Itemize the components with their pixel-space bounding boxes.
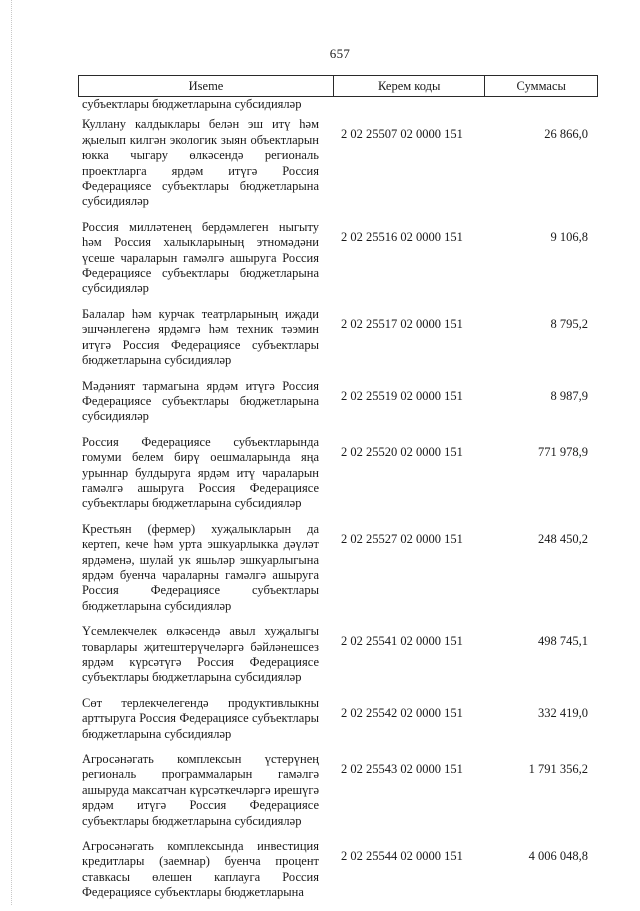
row-sum: 26 866,0 [544,127,588,142]
page-edge-margin [11,0,12,905]
row-code: 2 02 25520 02 0000 151 [341,444,463,459]
row-name: Куллану калдыклары белән эш итү һәм җыелып килгән экологик зыян объектларын юкка чыгару өлкәсендә региональ проектларга ярдәм итүгә Россия Федерациясе субъектлары бюджетларына субсидияләр [82,117,319,209]
table-row-continuation [78,97,598,112]
row-code: 2 02 25517 02 0000 151 [341,316,463,331]
table-row [78,839,598,901]
row-code: 2 02 25542 02 0000 151 [341,705,463,720]
row-sum: 332 419,0 [538,705,588,720]
table-header [78,75,598,97]
row-sum: 9 106,8 [550,229,588,244]
row-code: 2 02 25519 02 0000 151 [341,388,463,403]
row-name: Сөт терлекчелегендә продуктивлыкны арттыруга Россия Федерациясе субъектлары бюджетларына субсидияләр [82,695,319,741]
row-code: 2 02 25541 02 0000 151 [341,634,463,649]
row-sum: 771 978,9 [538,444,588,459]
row-code: 2 02 25543 02 0000 151 [341,762,463,777]
row-sum: 248 450,2 [538,531,588,546]
table-row [78,117,598,209]
table-row [78,307,598,369]
row-sum: 1 791 356,2 [528,762,588,777]
row-name: Үсемлекчелек өлкәсендә авыл хуҗалыгы товарлары җитештерүчеләргә бәйләнешсез ярдәм күрсәтүгә Россия Федерациясе субъектлары бюджетларына субсидияләр [82,624,319,685]
row-name: Крестьян (фермер) хуҗалыкларын да кертеп, кече һәм урта эшкуарлыкка дәүләт ярдәменә, шулай ук яшьләр эшкуарлыгына ярдәм буенча чараларны гамәлгә ашыруга Россия Федерациясе субъектлары бюджетларына субсидияләр [82,521,319,613]
header-sum: Суммасы [516,78,566,93]
row-sum: 8 795,2 [550,316,588,331]
row-name: Мәдәният тармагына ярдәм итүгә Россия Федерациясе субъектлары бюджетларына субсидияләр [82,378,319,424]
table-body [78,97,598,911]
header-name: Иseme [79,76,334,96]
table-row [78,522,598,614]
table-rows [78,117,598,900]
table-row [78,379,598,425]
table-row [78,220,598,297]
row-code: 2 02 25544 02 0000 151 [341,849,463,864]
table-row [78,752,598,829]
row-name: Агросәнәгать комплексын үстерүнең региональ программаларын гамәлгә ашыруда максатчан күрсәткечләргә ирешүгә ярдәм итүгә Россия Федерациясе субъектлары бюджетларына субсидияләр [82,752,319,828]
table-row [78,435,598,512]
row-code: 2 02 25516 02 0000 151 [341,229,463,244]
row-name: Россия милләтенең бердәмлеген ныгыту һәм Россия халыкларының этномәдәни үсеше чараларын гамәлгә ашыруга Россия Федерациясе субъектлары бюджетларына субсидияләр [82,219,319,296]
row-name: Агросәнәгать комплексында инвестиция кредитлары (заемнар) буенча процент ставкасы өлешен каплауга Россия Федерациясе субъектлары бюджетларына [82,839,319,900]
row-name: Балалар һәм курчак театрларының иҗади эшчәнлегенә ярдәмгә һәм техник тәэмин итүгә Россия Федерациясе субъектлары бюджетларына субсидияләр [82,306,319,368]
continuation-text: субъектлары бюджетларына субсидияләр [82,97,302,111]
row-sum: 4 006 048,8 [528,849,588,864]
row-sum: 498 745,1 [538,634,588,649]
row-code: 2 02 25527 02 0000 151 [341,531,463,546]
table-row [78,696,598,742]
row-name: Россия Федерациясе субъектларында гомуми белем бирү оешмаларында яңа урыннар булдыруга ярдәм итү чараларын гамәлгә ашыруга Россия Федерациясе субъектлары бюджетларына субсидияләр [82,434,319,511]
row-code: 2 02 25507 02 0000 151 [341,127,463,142]
row-sum: 8 987,9 [550,388,588,403]
page-number: 657 [329,46,351,61]
table-row [78,624,598,686]
header-code: Керем коды [334,76,485,96]
